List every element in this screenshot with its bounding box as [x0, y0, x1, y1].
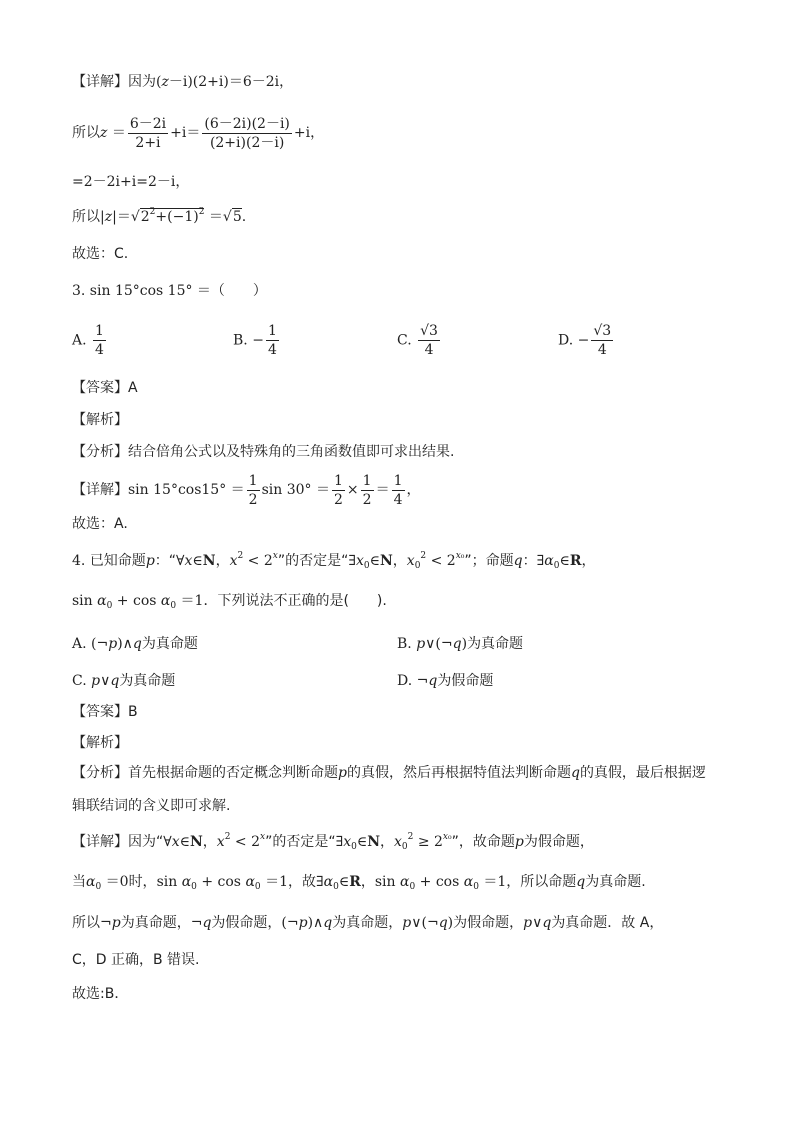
- q2-choice: 故选：C.: [72, 246, 129, 262]
- q2-z-line: 所以z ＝ $\frac{6-2i}{2+i}$ +i＝ $\frac{(6-2i)(2-i)}{(2+i)(2-i)}$ +i，: [72, 115, 325, 151]
- detail-label: 【详解】: [72, 74, 128, 90]
- q3-analysis-label: 【解析】: [72, 412, 128, 428]
- q3-choice: 故选：A.: [72, 516, 128, 532]
- q2-modulus-line: 所以$|z|=√2^2+(-1)^2 =√5$.: [72, 207, 247, 225]
- q4-detail-line1: 【详解】因为“∀x∈N，$x^2 < 2^x$”的否定是“$\exists x_0\in N$，$x_0^2 \ge 2^{x_0}$”，故命题p为假命题，: [72, 832, 594, 852]
- q4-choice: 故选:B．: [72, 986, 129, 1002]
- fraction: $\frac{6-2i}{2+i}$: [129, 115, 167, 151]
- equation: (z－i)(2+i)＝6－2i: [156, 74, 280, 90]
- q4-conclusion: C，D 正确，B 错误.: [72, 952, 200, 968]
- q3-option-a: A. $\frac{1}{4}$: [72, 323, 104, 358]
- q4-stem-line1: 4. 已知命题p：“∀x∈N，$x^2 < 2^x$”的否定是“$\exists x_0\in N$，$x_0^2 < 2^{x_0}$”；命题q：$\exists\alpha_0\in R$，: [72, 551, 596, 571]
- q2-simplify-line: =2－2i+i=2－i，: [72, 174, 190, 190]
- q4-detail-line2: 当$\alpha_0 =0$时，$\sin \alpha_0 + \cos \alpha_0 =1$，故$\exists\alpha_0\in R$，$\sin \alpha_0 + \cos \alpha_0 =1$，所以命题q为真命题.: [72, 874, 646, 892]
- q4-analysis-line2: 辑联结词的含义即可求解.: [72, 798, 231, 814]
- q4-analysis-line1: 【分析】首先根据命题的否定概念判断命题p的真假，然后再根据特值法判断命题q的真假，最后根据逻: [72, 765, 706, 781]
- q4-option-c: C. p∨q为真命题: [72, 673, 176, 689]
- q4-answer: 【答案】B: [72, 704, 138, 720]
- q4-option-d: D. ¬q为假命题: [397, 673, 494, 689]
- answer-label: 【答案】: [72, 380, 128, 396]
- q3-option-d: D. − $\frac{√3}{4}$: [558, 323, 612, 358]
- answer-value: A: [128, 380, 138, 396]
- q3-analysis: 【分析】结合倍角公式以及特殊角的三角函数值即可求出结果.: [72, 444, 455, 460]
- q4-option-a: A. (¬p)∧q为真命题: [72, 636, 198, 652]
- q2-detail-line: 【详解】因为(z－i)(2+i)＝6－2i，: [72, 74, 294, 90]
- q4-analysis-label: 【解析】: [72, 735, 128, 751]
- q3-answer: [72, 378, 138, 398]
- fraction: $\frac{(6-2i)(2-i)}{(2+i)(2-i)}$: [204, 115, 290, 151]
- q4-option-b: B. p∨(¬q)为真命题: [397, 636, 524, 652]
- answer-value: B: [128, 704, 138, 720]
- q4-stem-line2: $\sin \alpha_0 + \cos \alpha_0 =1$．下列说法不正确的是( ).: [72, 593, 387, 611]
- q3-option-c: C. $\frac{√3}{4}$: [397, 323, 438, 358]
- question-number: 3.: [72, 283, 86, 299]
- q3-option-b: B. − $\frac{1}{4}$: [233, 323, 277, 358]
- q4-detail-line3: 所以¬p为真命题，¬q为假命题，(¬p)∧q为真命题，p∨(¬q)为假命题，p∨q为真命题．故 A，: [72, 915, 664, 931]
- q3-detail: 【详解】sin 15°cos15° ＝ $\frac{1}{2}$ sin 30° ＝ $\frac{1}{2}$ × $\frac{1}{2}$ ＝ $\frac{1}{4}$ ，: [72, 472, 421, 508]
- q3-stem: 3. sin 15°cos 15° ＝（ ）: [72, 283, 267, 299]
